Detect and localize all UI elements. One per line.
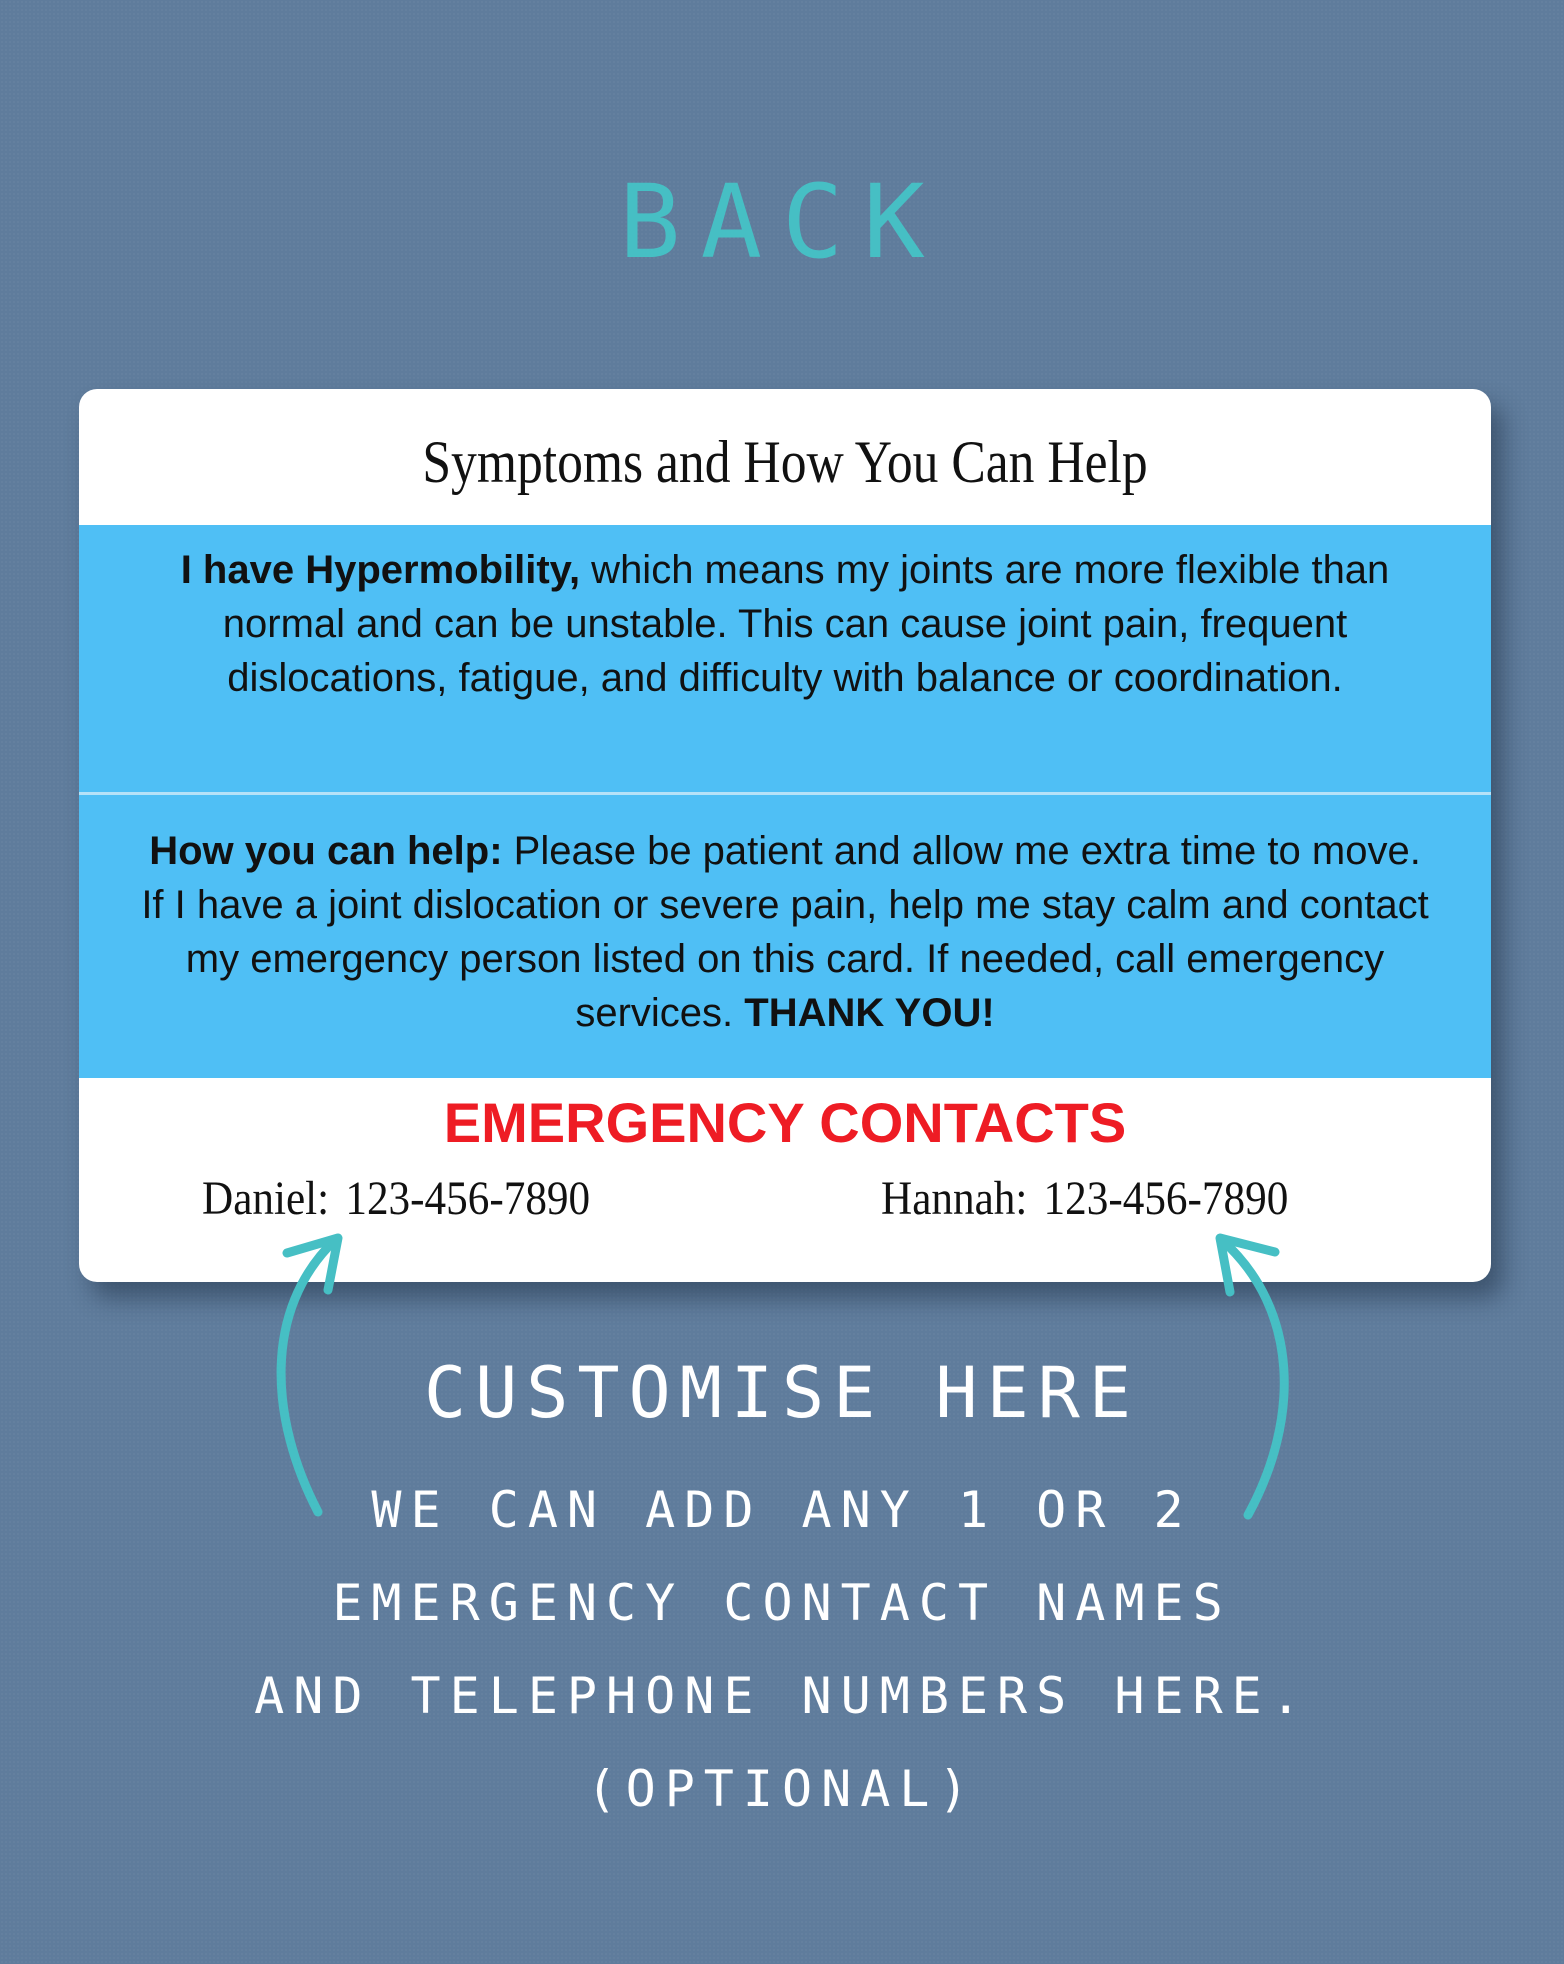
contact-name: Hannah:	[881, 1172, 1028, 1225]
card-title: Symptoms and How You Can Help	[422, 429, 1148, 495]
customise-heading: CUSTOMISE HERE	[423, 1352, 1140, 1434]
thank-you: THANK YOU!	[744, 991, 995, 1035]
contact-number: 123-456-7890	[1043, 1172, 1289, 1225]
help-label: How you can help:	[149, 829, 503, 873]
customise-line: EMERGENCY CONTACT NAMES	[332, 1574, 1232, 1632]
customise-line: AND TELEPHONE NUMBERS HERE.	[254, 1667, 1310, 1725]
condition-label: I have Hypermobility,	[180, 548, 581, 592]
emergency-contacts-heading: EMERGENCY CONTACTS	[443, 1091, 1127, 1154]
page-heading: BACK	[619, 163, 945, 282]
contact-number: 123-456-7890	[345, 1172, 591, 1225]
customise-line: WE CAN ADD ANY 1 OR 2	[371, 1481, 1193, 1539]
condition-text: which means my joints are more flexible than normal and can be unstable. This can cause joint pain, frequent dislocations, fatigue, and difficulty with balance or coordination.	[222, 548, 1390, 700]
customise-line: (OPTIONAL)	[586, 1760, 978, 1818]
help-text: Please be patient and allow me extra time to move. If I have a joint dislocation or severe pain, help me stay calm and contact my emergency person listed on this card. If needed, call emergency services.	[141, 829, 1429, 1035]
contact-name: Daniel:	[202, 1172, 330, 1225]
